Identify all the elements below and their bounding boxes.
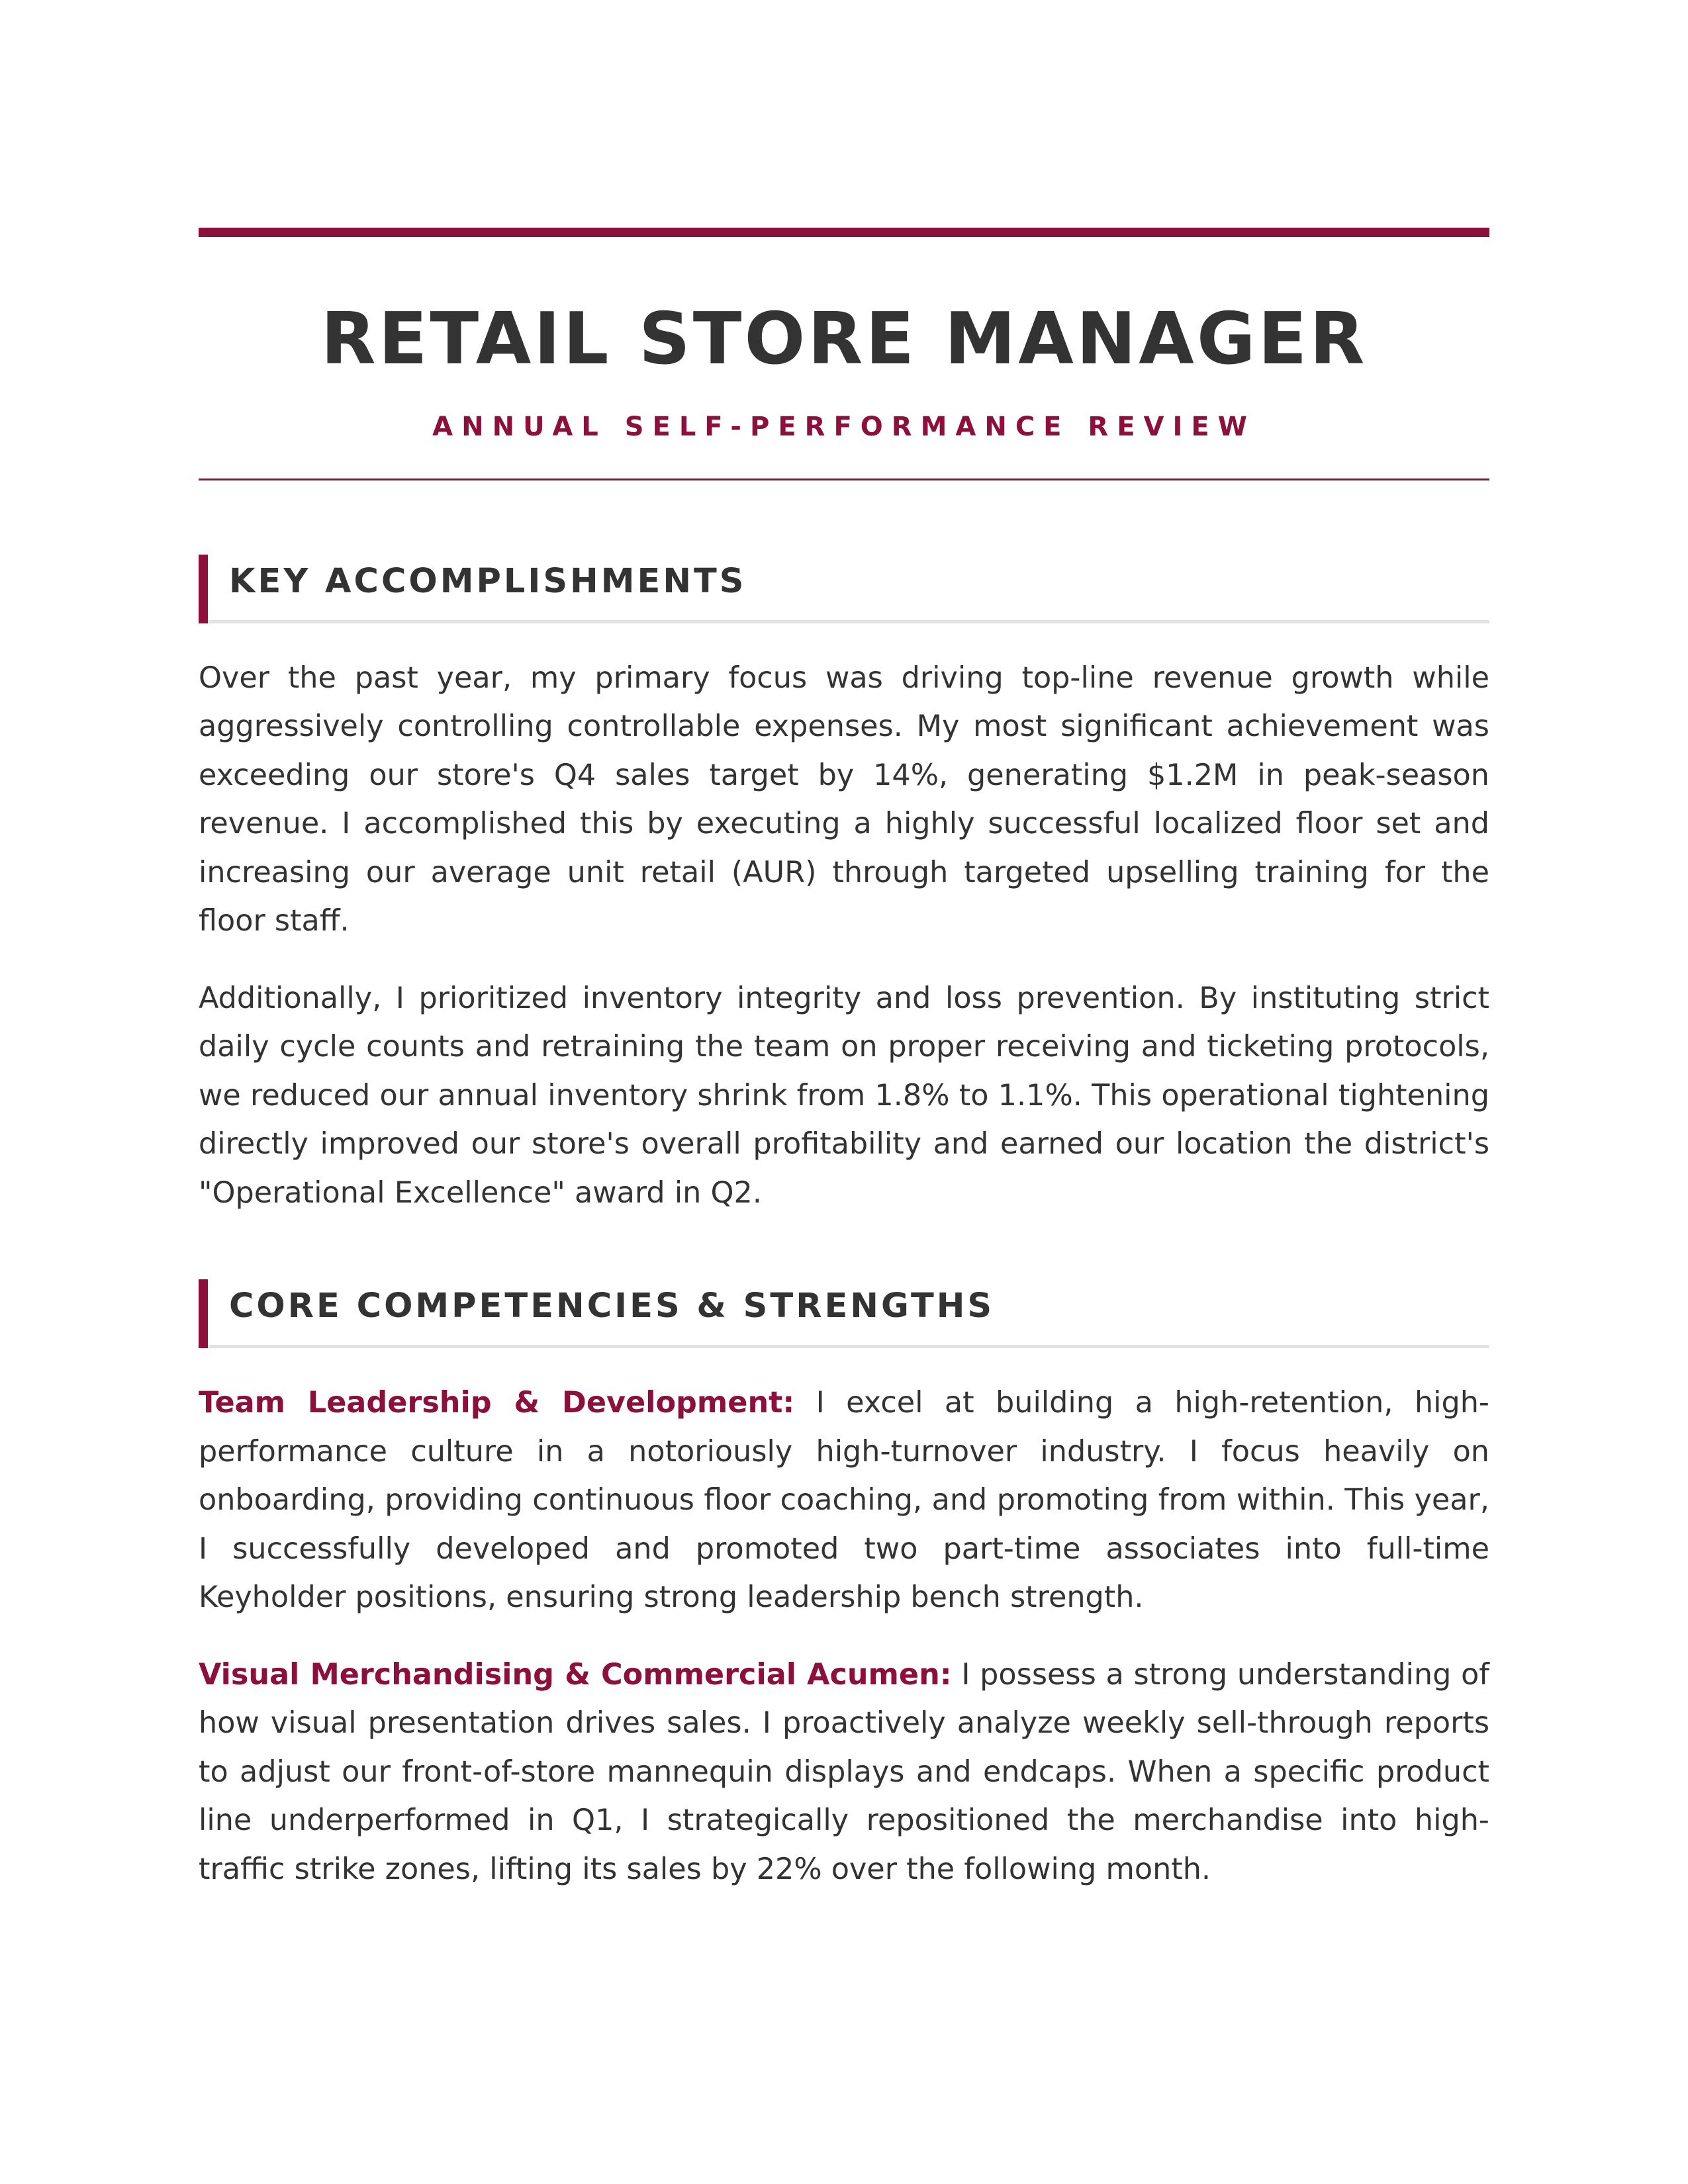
accomplishments-paragraph: Over the past year, my primary focus was driving top-line revenue growth while aggressively controlling controllable expenses. My most significant achievement was exceeding our store's Q4 sales target by 14%, generating $1.2M in peak-season revenue. I accomplished this by executing a highly successful localized floor set and increasing our average unit retail (AUR) through targeted upselling training for the floor staff. xyxy=(199,660,1489,938)
document-subtitle: ANNUAL SELF-PERFORMANCE REVIEW xyxy=(432,411,1256,442)
header-divider xyxy=(199,478,1489,480)
section-heading-label: KEY ACCOMPLISHMENTS xyxy=(229,561,747,601)
document-page xyxy=(199,228,1489,1893)
competency-text: I possess a strong understanding of how visual presentation drives sales. I proactively analyze weekly sell-through reports to adjust our front-of-store mannequin displays and endcaps. When a specific product line underperformed in Q1, I strategically repositioned the merchandise into high-traffic strike zones, lifting its sales by 22% over the following month. xyxy=(199,1657,1489,1886)
document-title: RETAIL STORE MANAGER xyxy=(320,298,1368,381)
section-heading-core-competencies xyxy=(199,1279,1489,1348)
section-accent-bar xyxy=(199,1279,208,1348)
competency-paragraph xyxy=(199,1651,1489,1894)
accomplishments-paragraph: Additionally, I prioritized inventory integrity and loss prevention. By instituting strict daily cycle counts and retraining the team on proper receiving and ticketing protocols, we reduced our annual inventory shrink from 1.8% to 1.1%. This operational tightening directly improved our store's overall profitability and earned our location the district's "Operational Excellence" award in Q2. xyxy=(199,981,1489,1210)
competency-paragraph xyxy=(199,1379,1489,1622)
competency-text: I excel at building a high-retention, high-performance culture in a notoriously high-turnover industry. I focus heavily on onboarding, providing continuous floor coaching, and promoting from within. This year, I successfully developed and promoted two part-time associates into full-time Keyholder positions, ensuring strong leadership bench strength. xyxy=(199,1386,1489,1615)
competency-lead-label: Team Leadership & Development: xyxy=(199,1386,795,1420)
section-heading-key-accomplishments xyxy=(199,555,1489,623)
section-heading-label: CORE COMPETENCIES & STRENGTHS xyxy=(229,1287,995,1326)
top-accent-rule xyxy=(199,228,1489,237)
competency-lead-label: Visual Merchandising & Commercial Acumen: xyxy=(199,1657,952,1692)
section-accent-bar xyxy=(199,555,208,623)
